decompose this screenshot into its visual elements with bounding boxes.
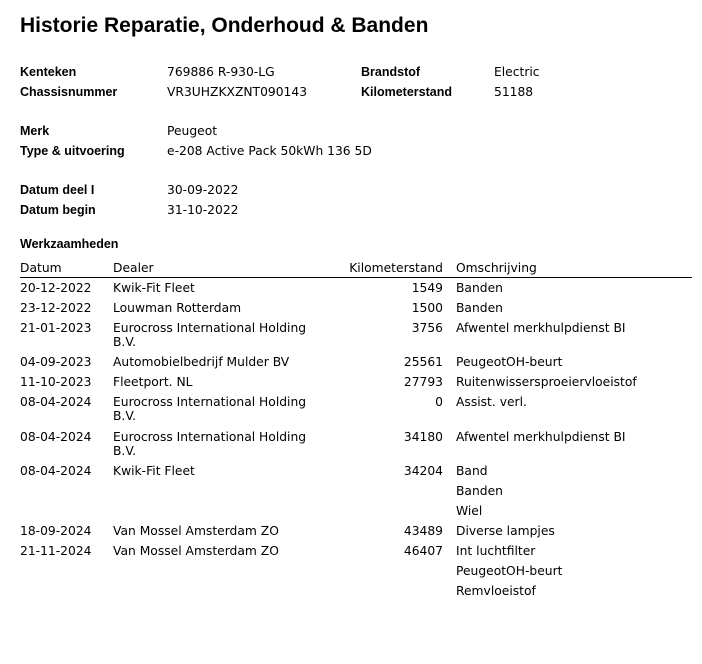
kenteken-value: 769886 R-930-LG: [167, 65, 275, 79]
brandstof-value: Electric: [494, 65, 540, 79]
row-omschrijving: [456, 464, 503, 524]
row-omschrijving: [456, 544, 562, 604]
row-omschrijving: [456, 524, 555, 544]
chassis-label: Chassisnummer: [20, 85, 118, 99]
omschrijving-item: Afwentel merkhulpdienst BI: [456, 321, 626, 335]
kenteken-label: Kenteken: [20, 65, 77, 79]
row-dealer: Eurocross International Holding B.V.: [113, 321, 307, 349]
omschrijving-item: Wiel: [456, 504, 483, 518]
row-kilometerstand: 34204: [403, 464, 443, 478]
table-row: [0, 544, 702, 604]
row-kilometerstand: 27793: [403, 375, 443, 389]
datum-deel-label: Datum deel I: [20, 183, 95, 197]
omschrijving-item: Band: [456, 464, 488, 478]
column-header-datum: Datum: [20, 261, 62, 275]
km-label: Kilometerstand: [361, 85, 452, 99]
row-dealer: Eurocross International Holding B.V.: [113, 430, 307, 458]
omschrijving-item: Assist. verl.: [456, 395, 527, 409]
table-row: [0, 321, 702, 355]
row-omschrijving: [456, 395, 527, 415]
column-header-km: Kilometerstand: [349, 261, 443, 275]
omschrijving-item: Int luchtfilter: [456, 544, 536, 558]
datum-begin-label: Datum begin: [20, 203, 96, 217]
omschrijving-item: PeugeotOH-beurt: [456, 564, 563, 578]
row-omschrijving: [456, 281, 503, 301]
row-dealer: Eurocross International Holding B.V.: [113, 395, 307, 423]
omschrijving-item: Banden: [456, 281, 503, 295]
omschrijving-item: Diverse lampjes: [456, 524, 555, 538]
omschrijving-item: Banden: [456, 484, 503, 498]
table-row: [0, 395, 702, 430]
row-omschrijving: [456, 301, 503, 321]
section-heading: Werkzaamheden: [20, 237, 119, 251]
table-row: [0, 375, 702, 395]
header-divider: [20, 277, 692, 278]
row-kilometerstand: 0: [435, 395, 443, 409]
row-kilometerstand: 1549: [411, 281, 443, 295]
row-datum: 08-04-2024: [20, 464, 92, 478]
table-row: [0, 464, 702, 524]
column-header-dealer: Dealer: [113, 261, 154, 275]
row-omschrijving: [456, 375, 637, 395]
type-value: e-208 Active Pack 50kWh 136 5D: [167, 144, 372, 158]
page-title: Historie Reparatie, Onderhoud & Banden: [20, 14, 429, 37]
row-kilometerstand: 25561: [403, 355, 443, 369]
row-datum: 04-09-2023: [20, 355, 92, 369]
row-datum: 20-12-2022: [20, 281, 92, 295]
table-row: [0, 524, 702, 544]
datum-begin-value: 31-10-2022: [167, 203, 239, 217]
row-datum: 18-09-2024: [20, 524, 92, 538]
row-kilometerstand: 43489: [403, 524, 443, 538]
row-dealer: Fleetport. NL: [113, 375, 193, 389]
omschrijving-item: Afwentel merkhulpdienst BI: [456, 430, 626, 444]
row-datum: 23-12-2022: [20, 301, 92, 315]
row-dealer: Kwik-Fit Fleet: [113, 464, 195, 478]
row-omschrijving: [456, 430, 626, 450]
table-row: [0, 301, 702, 321]
omschrijving-item: Remvloeistof: [456, 584, 536, 598]
row-kilometerstand: 34180: [403, 430, 443, 444]
merk-value: Peugeot: [167, 124, 218, 138]
km-value: 51188: [494, 85, 534, 99]
row-dealer: Van Mossel Amsterdam ZO: [113, 544, 279, 558]
row-omschrijving: [456, 321, 626, 341]
row-datum: 08-04-2024: [20, 430, 92, 444]
row-datum: 21-01-2023: [20, 321, 92, 335]
row-datum: 11-10-2023: [20, 375, 92, 389]
datum-deel-value: 30-09-2022: [167, 183, 239, 197]
row-datum: 08-04-2024: [20, 395, 92, 409]
row-dealer: Automobielbedrijf Mulder BV: [113, 355, 290, 369]
table-row: [0, 355, 702, 375]
column-header-omschrijving: Omschrijving: [456, 261, 537, 275]
row-kilometerstand: 46407: [403, 544, 443, 558]
row-kilometerstand: 1500: [411, 301, 443, 315]
omschrijving-item: PeugeotOH-beurt: [456, 355, 563, 369]
row-dealer: Louwman Rotterdam: [113, 301, 242, 315]
type-label: Type & uitvoering: [20, 144, 125, 158]
omschrijving-item: Ruitenwissersproeiervloeistof: [456, 375, 637, 389]
chassis-value: VR3UHZKXZNT090143: [167, 85, 308, 99]
row-datum: 21-11-2024: [20, 544, 92, 558]
row-dealer: Van Mossel Amsterdam ZO: [113, 524, 279, 538]
work-table-body: [0, 281, 702, 604]
table-row: [0, 430, 702, 464]
row-omschrijving: [456, 355, 562, 375]
merk-label: Merk: [20, 124, 50, 138]
omschrijving-item: Banden: [456, 301, 503, 315]
row-dealer: Kwik-Fit Fleet: [113, 281, 195, 295]
table-row: [0, 281, 702, 301]
row-kilometerstand: 3756: [411, 321, 443, 335]
brandstof-label: Brandstof: [361, 65, 421, 79]
